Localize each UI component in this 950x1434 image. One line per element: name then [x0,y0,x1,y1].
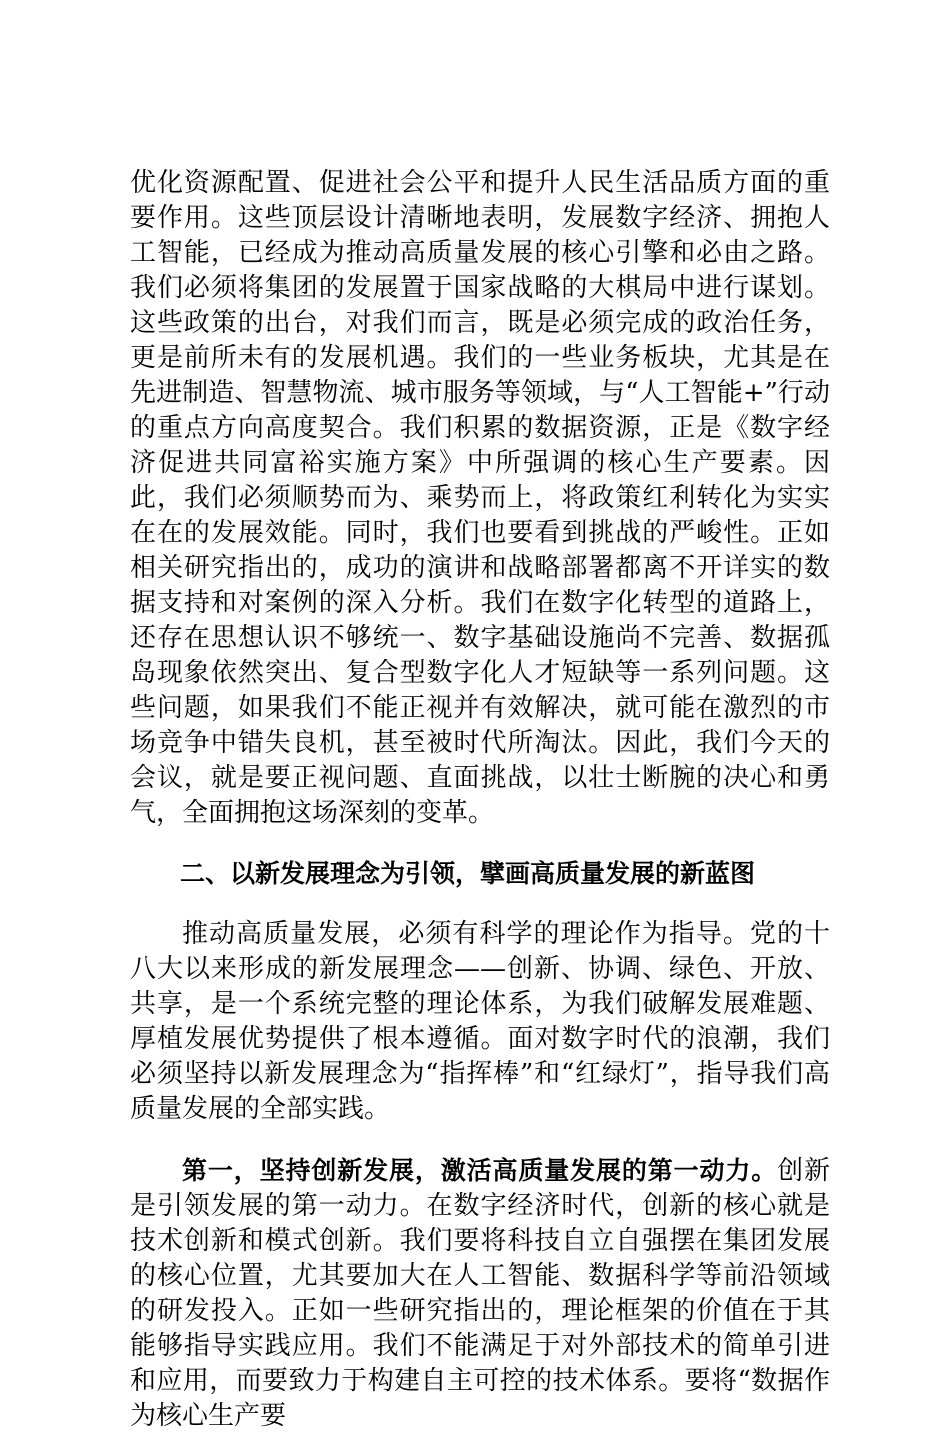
section-heading: 二、以新发展理念为引领，擘画高质量发展的新蓝图 [180,859,756,888]
paragraph-lead-sentence: 第一，坚持创新发展，激活高质量发展的第一动力。 [182,1156,778,1185]
body-paragraph: 优化资源配置、促进社会公平和提升人民生活品质方面的重要作用。这些顶层设计清晰地表明，发展数字经济、拥抱人工智能，已经成为推动高质量发展的核心引擎和必由之路。我们必须将集团的发展置于国家战略的大棋局中进行谋划。这些政策的出台，对我们而言，既是必须完成的政治任务，更是前所未有的发展机遇。我们的一些业务板块，尤其是在先进制造、智慧物流、城市服务等领域，与“人工智能+”行动的重点方向高度契合。我们积累的数据资源，正是《数字经济促进共同富裕实施方案》中所强调的核心生产要素。因此，我们必须顺势而为、乘势而上，将政策红利转化为实实在在的发展效能。同时，我们也要看到挑战的严峻性。正如相关研究指出的，成功的演讲和战略部署都离不开详实的数据支持和对案例的深入分析。我们在数字化转型的道路上，还存在思想认识不够统一、数字基础设施尚不完善、数据孤岛现象依然突出、复合型数字化人才短缺等一系列问题。这些问题，如果我们不能正视并有效解决，就可能在激烈的市场竞争中错失良机，甚至被时代所淘汰。因此，我们今天的会议，就是要正视问题、直面挑战，以壮士断腕的决心和勇气，全面拥抱这场深刻的变革。 [130,168,830,828]
paragraph-spacer [130,1127,830,1153]
paragraph-body-text: 创新是引领发展的第一动力。在数字经济时代，创新的核心就是技术创新和模式创新。我们要将科技自立自强摆在集团发展的核心位置，尤其要加大在人工智能、数据科学等前沿领域的研发投入。正如一些研究指出的，理论框架的价值在于其能够指导实践应用。我们不能满足于对外部技术的简单引进和应用，而要致力于构建自主可控的技术体系。要将“数据作为核心生产要 [130,1156,830,1431]
body-paragraph [130,1153,830,1434]
body-paragraph: 推动高质量发展，必须有科学的理论作为指导。党的十八大以来形成的新发展理念——创新、协调、绿色、开放、共享，是一个系统完整的理论体系，为我们破解发展难题、厚植发展优势提供了根本遵循。面对数字时代的浪潮，我们必须坚持以新发展理念为“指挥棒”和“红绿灯”，指导我们高质量发展的全部实践。 [130,919,830,1124]
document-body [130,166,830,1434]
